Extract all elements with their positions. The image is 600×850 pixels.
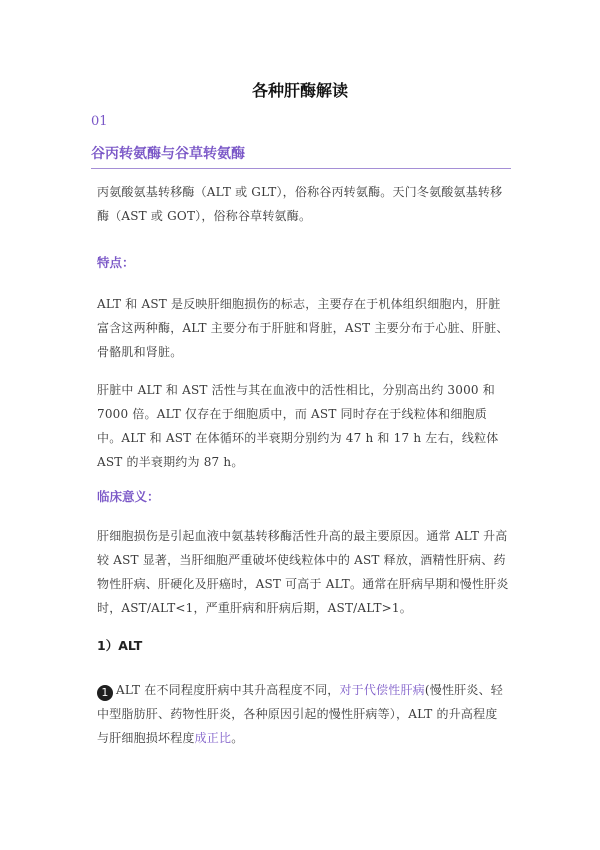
section-divider bbox=[91, 168, 511, 169]
alt-point-highlight-1: 对于代偿性肝病 bbox=[339, 683, 425, 697]
clinical-heading: 临床意义： bbox=[97, 489, 160, 504]
clinical-paragraph: 肝细胞损伤是引起血液中氨基转移酶活性升高的最主要原因。通常 ALT 升高较 AST 显著，当肝细胞严重破坏使线粒体中的 AST 释放，酒精性肝病、药物性肝病、肝硬化及肝癌时，AST 可高于 ALT。通常在肝病早期和慢性肝炎时，AST/ALT<1，严重肝病和肝病后期，AST/ALT>1。 bbox=[97, 529, 509, 615]
alt-point-1 bbox=[97, 678, 509, 750]
number-badge-icon: 1 bbox=[97, 685, 113, 701]
intro-paragraph: 丙氨酸氨基转移酶（ALT 或 GLT），俗称谷丙转氨酶。天门冬氨酸氨基转移酶（AST 或 GOT），俗称谷草转氨酶。 bbox=[97, 185, 503, 223]
section-number: 01 bbox=[91, 114, 108, 129]
alt-point-text-2: (慢性肝炎、轻中型脂肪肝、药物性肝炎，各种原因引起的慢性肝病等），ALT 的升高程度与肝细胞损坏程度 bbox=[97, 683, 503, 745]
features-paragraph-2: 肝脏中 ALT 和 AST 活性与其在血液中的活性相比，分别高出约 3000 和 7000 倍。ALT 仅存在于细胞质中，而 AST 同时存在于线粒体和细胞质中。ALT 和 AST 在体循环的半衰期分别约为 47 h 和 17 h 左右，线粒体 AST 的半衰期约为 87 h。 bbox=[97, 383, 499, 469]
alt-point-highlight-2: 成正比 bbox=[194, 731, 232, 745]
features-paragraph-1: ALT 和 AST 是反映肝细胞损伤的标志，主要存在于机体组织细胞内，肝脏富含这两种酶，ALT 主要分布于肝脏和肾脏，AST 主要分布于心脏、肝脏、骨骼肌和肾脏。 bbox=[97, 297, 509, 359]
features-heading: 特点： bbox=[97, 255, 135, 270]
section-title: 谷丙转氨酶与谷草转氨酶 bbox=[91, 146, 245, 162]
page-title: 各种肝酶解读 bbox=[251, 81, 348, 100]
alt-heading: 1）ALT bbox=[97, 638, 143, 653]
alt-point-text-3: 。 bbox=[231, 731, 244, 745]
alt-point-text-1: ALT 在不同程度肝病中其升高程度不同， bbox=[116, 683, 340, 697]
